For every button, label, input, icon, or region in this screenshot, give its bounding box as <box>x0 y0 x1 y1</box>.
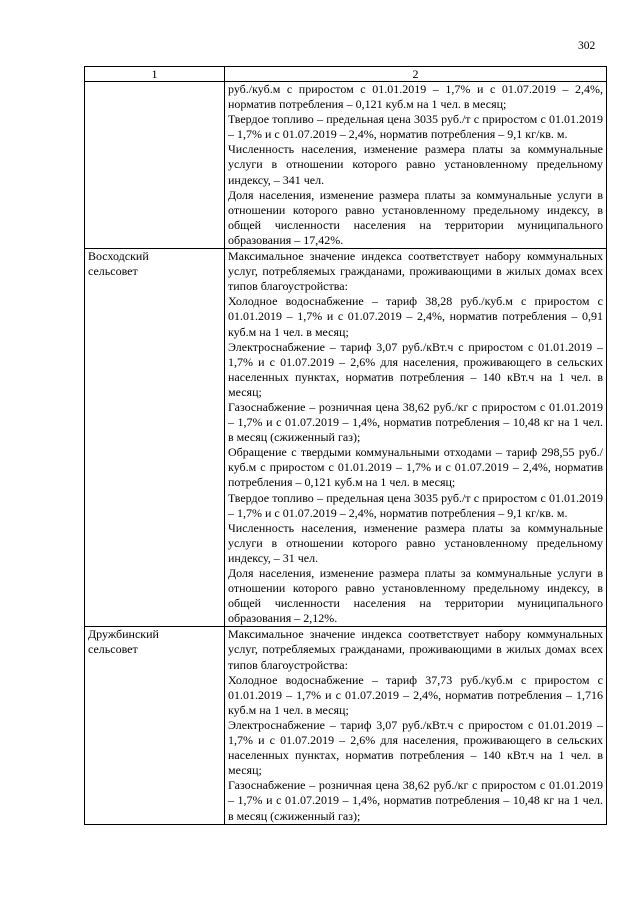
table-row <box>85 82 607 249</box>
municipal-index-table <box>84 66 607 825</box>
paragraph: Обращение с твердыми коммунальными отходами – тариф 298,55 руб./куб.м с приростом с 01.01.2019 – 1,7% и с 01.07.2019 – 2,4%, норматив потребления – 0,121 куб.м на 1 чел. в месяц; <box>228 445 603 490</box>
municipality-name: Восходский сельсовет <box>88 249 149 279</box>
paragraph: Максимальное значение индекса соответствует набору коммунальных услуг, потребляемых гражданами, проживающими в жилых домах всех типов благоустройства: <box>228 627 603 672</box>
column-header-1: 1 <box>85 67 225 82</box>
paragraph: Твердое топливо – предельная цена 3035 руб./т с приростом с 01.01.2019 – 1,7% и с 01.07.2019 – 2,4%, норматив потребления – 9,1 кг/кв. м. <box>228 490 603 520</box>
column-header-2: 2 <box>225 67 607 82</box>
paragraph: руб./куб.м с приростом с 01.01.2019 – 1,7% и с 01.07.2019 – 2,4%, норматив потребления – 0,121 куб.м на 1 чел. в месяц; <box>228 82 603 112</box>
municipality-cell <box>85 627 225 824</box>
municipality-cell <box>85 82 225 249</box>
paragraph: Численность населения, изменение размера платы за коммунальные услуги в отношении которого равно установленному предельному индексу, – 31 чел. <box>228 520 603 565</box>
description-cell <box>225 82 607 249</box>
description-cell <box>225 249 607 627</box>
page-number: 302 <box>578 40 596 52</box>
paragraph: Холодное водоснабжение – тариф 37,73 руб./куб.м с приростом с 01.01.2019 – 1,7% и с 01.07.2019 – 2,4%, норматив потребления – 1,716 куб.м на 1 чел. в месяц; <box>228 672 603 717</box>
paragraph: Электроснабжение – тариф 3,07 руб./кВт.ч с приростом с 01.01.2019 – 1,7% и с 01.07.2019 – 2,6% для населения, проживающего в сельских населенных пунктах, норматив потребления – 140 кВт.ч на 1 чел. в месяц; <box>228 339 603 399</box>
municipality-cell <box>85 249 225 627</box>
paragraph: Электроснабжение – тариф 3,07 руб./кВт.ч с приростом с 01.01.2019 – 1,7% и с 01.07.2019 – 2,6% для населения, проживающего в сельских населенных пунктах, норматив потребления – 140 кВт.ч на 1 чел. в месяц; <box>228 717 603 778</box>
paragraph: Доля населения, изменение размера платы за коммунальные услуги в отношении которого равно установленному предельному индексу, в общей численности населения на территории муниципального образования – 2,12%. <box>228 566 603 626</box>
table-row <box>85 249 607 627</box>
table-header-row <box>85 67 607 82</box>
paragraph: Доля населения, изменение размера платы за коммунальные услуги в отношении которого равно установленному предельному индексу, в общей численности населения на территории муниципального образования – 17,42%. <box>228 187 603 247</box>
municipality-name: Дружбинский сельсовет <box>88 627 159 657</box>
table-row <box>85 627 607 824</box>
paragraph: Газоснабжение – розничная цена 38,62 руб./кг с приростом с 01.01.2019 – 1,7% и с 01.07.2019 – 1,4%, норматив потребления – 10,48 кг на 1 чел. в месяц (сжиженный газ); <box>228 399 603 445</box>
paragraph: Максимальное значение индекса соответствует набору коммунальных услуг, потребляемых гражданами, проживающими в жилых домах всех типов благоустройства: <box>228 249 603 294</box>
paragraph: Газоснабжение – розничная цена 38,62 руб./кг с приростом с 01.01.2019 – 1,7% и с 01.07.2019 – 1,4%, норматив потребления – 10,48 кг на 1 чел. в месяц (сжиженный газ); <box>228 778 603 823</box>
description-cell <box>225 627 607 824</box>
paragraph: Численность населения, изменение размера платы за коммунальные услуги в отношении которого равно установленному предельному индексу, – 341 чел. <box>228 142 603 187</box>
paragraph: Твердое топливо – предельная цена 3035 руб./т с приростом с 01.01.2019 – 1,7% и с 01.07.2019 – 2,4%, норматив потребления – 9,1 кг/кв. м. <box>228 112 603 142</box>
paragraph: Холодное водоснабжение – тариф 38,28 руб./куб.м с приростом с 01.01.2019 – 1,7% и с 01.07.2019 – 2,4%, норматив потребления – 0,91 куб.м на 1 чел. в месяц; <box>228 294 603 339</box>
